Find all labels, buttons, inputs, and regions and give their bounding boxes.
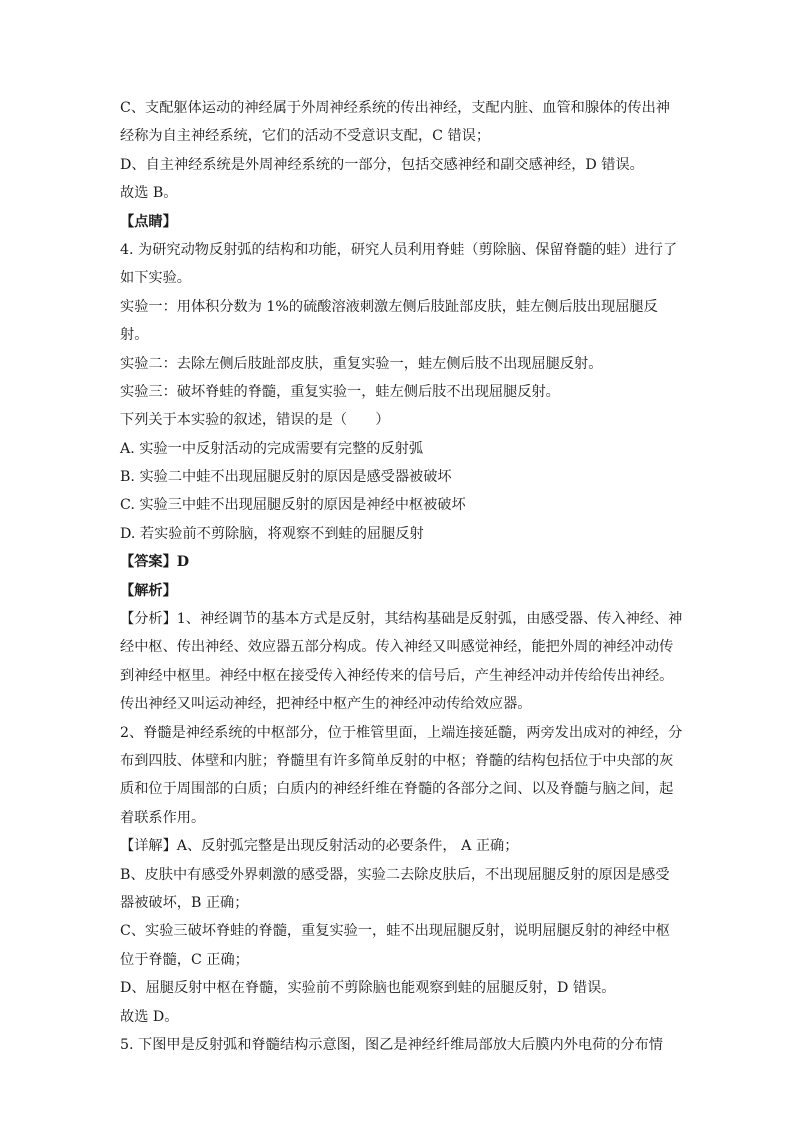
text-line: 如下实验。 [120, 270, 191, 287]
document-body [120, 94, 683, 1059]
text-line: C、支配躯体运动的神经属于外周神经系统的传出神经，支配内脏、血管和腺体的传出神 [120, 100, 670, 116]
text-line: 传出神经又叫运动神经，把神经中枢产生的神经冲动传给效应器。 [120, 696, 532, 713]
text-line: 器被破坏，B 正确； [120, 894, 249, 911]
section-heading-dianjing: 【点睛】 [120, 213, 177, 230]
text-line: 经中枢、传出神经、效应器五部分构成。传入神经又叫感觉神经，能把外周的神经冲动传 [120, 639, 674, 656]
option-a: A. 实验一中反射活动的完成需要有完整的反射弧 [120, 440, 424, 457]
question-5-stem: 5. 下图甲是反射弧和脊髓结构示意图，图乙是神经纤维局部放大后膜内外电荷的分布情 [120, 1036, 663, 1053]
question-4-stem: 4. 为研究动物反射弧的结构和功能，研究人员利用脊蛙（剪除脑、保留脊髓的蛙）进行了 [120, 241, 678, 258]
text-line: D、屈腿反射中枢在脊髓，实验前不剪除脑也能观察到蛙的屈腿反射，D 错误。 [120, 980, 616, 997]
text-line: 故选 D。 [120, 1008, 179, 1025]
text-line: 质和位于周围部的白质；白质内的神经纤维在脊髓的各部分之间、以及脊髓与脑之间，起 [120, 781, 674, 798]
text-line: 位于脊髓，C 正确； [120, 951, 249, 968]
detail-line: 【详解】A、反射弧完整是出现反射活动的必要条件， A 正确； [120, 838, 519, 855]
answer-line: 【答案】D [120, 554, 190, 571]
text-line: 2、脊髓是神经系统的中枢部分，位于椎管里面，上端连接延髓，两旁发出成对的神经，分 [120, 724, 683, 741]
section-heading-jiexi: 【解析】 [120, 582, 177, 599]
text-line: 射。 [120, 327, 149, 344]
text-line: 布到四肢、体壁和内脏；脊髓里有许多简单反射的中枢；脊髓的结构包括位于中央部的灰 [120, 752, 674, 769]
text-line: 着联系作用。 [120, 809, 206, 826]
text-line: C、实验三破坏脊蛙的脊髓，重复实验一，蛙不出现屈腿反射，说明屈腿反射的神经中枢 [120, 923, 670, 940]
text-line: 经称为自主神经系统，它们的活动不受意识支配，C 错误； [120, 128, 491, 145]
question-prompt: 下列关于本实验的叙述，错误的是（ ） [120, 412, 390, 429]
text-line: B、皮肤中有感受外界刺激的感受器，实验二去除皮肤后，不出现屈腿反射的原因是感受 [120, 866, 670, 883]
option-b: B. 实验二中蛙不出现屈腿反射的原因是感受器被破坏 [120, 469, 452, 486]
text-line: 实验二：去除左侧后肢趾部皮肤，重复实验一，蛙左侧后肢不出现屈腿反射。 [120, 355, 603, 372]
option-d: D. 若实验前不剪除脑，将观察不到蛙的屈腿反射 [120, 525, 424, 542]
text-line: 到神经中枢里。神经中枢在接受传入神经传来的信号后，产生神经冲动并传给传出神经。 [120, 667, 674, 684]
text-line: 实验一：用体积分数为 1%的硫酸溶液刺激左侧后肢趾部皮肤，蛙左侧后肢出现屈腿反 [120, 298, 658, 315]
text-line: 实验三：破坏脊蛙的脊髓，重复实验一，蛙左侧后肢不出现屈腿反射。 [120, 383, 560, 400]
text-line: D、自主神经系统是外周神经系统的一部分，包括交感神经和副交感神经，D 错误。 [120, 156, 644, 173]
analysis-line: 【分析】1、神经调节的基本方式是反射，其结构基础是反射弧，由感受器、传入神经、神 [120, 611, 683, 628]
text-line: 故选 B。 [120, 185, 178, 202]
option-c: C. 实验三中蛙不出现屈腿反射的原因是神经中枢被破坏 [120, 497, 466, 514]
